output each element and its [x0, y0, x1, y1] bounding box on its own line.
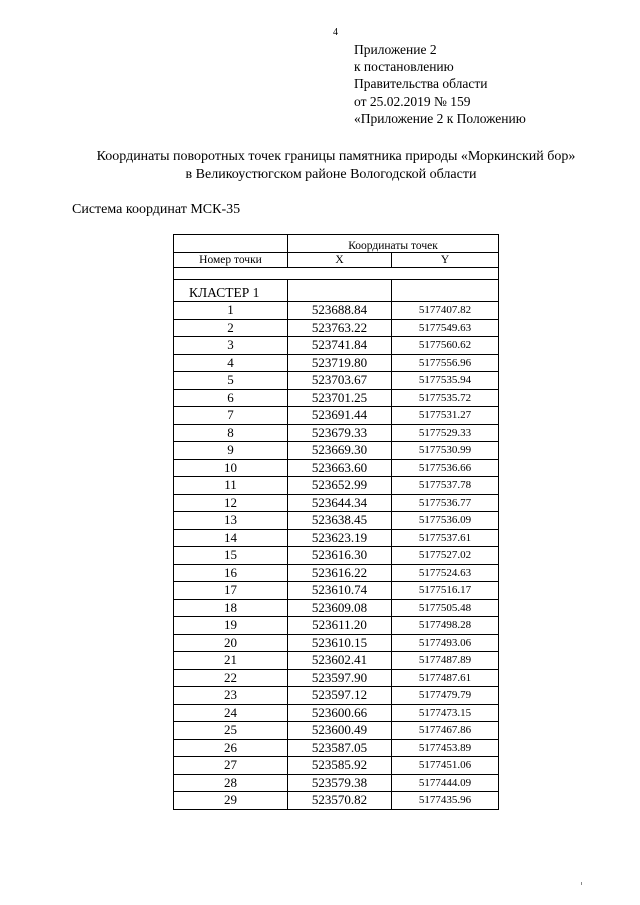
table-row [174, 529, 499, 547]
point-number-cell: 1 [174, 302, 288, 320]
title-line-2: в Великоустюгском районе Вологодской области [185, 167, 477, 182]
y-coordinate-cell: 5177537.61 [392, 529, 499, 547]
y-coordinate-cell: 5177536.77 [392, 494, 499, 512]
point-number-cell: 12 [174, 494, 288, 512]
x-coordinate-cell: 523616.22 [288, 564, 392, 582]
point-number-cell: 21 [174, 652, 288, 670]
table-row [174, 704, 499, 722]
point-number-cell: 19 [174, 617, 288, 635]
point-number-cell: 17 [174, 582, 288, 600]
appendix-header [354, 41, 526, 127]
x-coordinate-cell: 523579.38 [288, 774, 392, 792]
point-number-cell: 4 [174, 354, 288, 372]
cluster-row [174, 280, 499, 302]
x-coordinate-cell: 523763.22 [288, 319, 392, 337]
x-coordinate-cell: 523585.92 [288, 757, 392, 775]
y-coordinate-cell: 5177493.06 [392, 634, 499, 652]
x-coordinate-cell: 523609.08 [288, 599, 392, 617]
y-coordinate-cell: 5177529.33 [392, 424, 499, 442]
point-number-cell: 3 [174, 337, 288, 355]
header-coordinates: Координаты точек [288, 235, 499, 253]
y-coordinate-cell: 5177527.02 [392, 547, 499, 565]
table-row [174, 774, 499, 792]
table-row [174, 337, 499, 355]
appendix-line: Приложение 2 [354, 42, 437, 57]
table-row [174, 547, 499, 565]
table-row [174, 652, 499, 670]
point-number-cell: 7 [174, 407, 288, 425]
x-coordinate-cell: 523691.44 [288, 407, 392, 425]
y-coordinate-cell: 5177537.78 [392, 477, 499, 495]
point-number-cell: 16 [174, 564, 288, 582]
table-row [174, 424, 499, 442]
y-coordinate-cell: 5177487.61 [392, 669, 499, 687]
point-number-cell: 5 [174, 372, 288, 390]
y-coordinate-cell: 5177531.27 [392, 407, 499, 425]
table-subheader-row [174, 253, 499, 268]
title-line-1: Координаты поворотных точек границы памятника природы «Моркинский бор» [96, 149, 576, 164]
table-row [174, 757, 499, 775]
y-coordinate-cell: 5177530.99 [392, 442, 499, 460]
x-coordinate-cell: 523679.33 [288, 424, 392, 442]
point-number-cell: 15 [174, 547, 288, 565]
coordinate-system-label: Система координат МСК-35 [72, 202, 241, 217]
table-row [174, 407, 499, 425]
y-coordinate-cell: 5177451.06 [392, 757, 499, 775]
x-coordinate-cell: 523570.82 [288, 792, 392, 810]
x-coordinate-cell: 523669.30 [288, 442, 392, 460]
cluster-empty-cell [288, 280, 392, 302]
table-row [174, 477, 499, 495]
point-number-cell: 18 [174, 599, 288, 617]
table-row [174, 512, 499, 530]
table-header-row [174, 235, 499, 253]
y-coordinate-cell: 5177435.96 [392, 792, 499, 810]
table-spacer-row [174, 268, 499, 280]
header-point-number: Номер точки [174, 253, 288, 268]
appendix-line: от 25.02.2019 № 159 [354, 93, 471, 109]
header-empty-cell [174, 235, 288, 253]
y-coordinate-cell: 5177479.79 [392, 687, 499, 705]
y-coordinate-cell: 5177444.09 [392, 774, 499, 792]
y-coordinate-cell: 5177549.63 [392, 319, 499, 337]
y-coordinate-cell: 5177516.17 [392, 582, 499, 600]
coordinates-table [173, 234, 499, 810]
table-row [174, 669, 499, 687]
table-row [174, 319, 499, 337]
point-number-cell: 10 [174, 459, 288, 477]
table-row [174, 634, 499, 652]
appendix-line: Правительства области [354, 76, 488, 92]
y-coordinate-cell: 5177453.89 [392, 739, 499, 757]
y-coordinate-cell: 5177467.86 [392, 722, 499, 740]
appendix-line: к постановлению [354, 59, 454, 75]
page-mark [581, 882, 582, 885]
point-number-cell: 26 [174, 739, 288, 757]
x-coordinate-cell: 523623.19 [288, 529, 392, 547]
x-coordinate-cell: 523610.74 [288, 582, 392, 600]
y-coordinate-cell: 5177524.63 [392, 564, 499, 582]
y-coordinate-cell: 5177407.82 [392, 302, 499, 320]
y-coordinate-cell: 5177536.66 [392, 459, 499, 477]
table-row [174, 722, 499, 740]
point-number-cell: 13 [174, 512, 288, 530]
appendix-line: «Приложение 2 к Положению [354, 110, 526, 126]
page-number: 4 [333, 27, 338, 38]
x-coordinate-cell: 523587.05 [288, 739, 392, 757]
x-coordinate-cell: 523602.41 [288, 652, 392, 670]
cluster-label: КЛАСТЕР 1 [174, 280, 288, 302]
x-coordinate-cell: 523600.66 [288, 704, 392, 722]
point-number-cell: 23 [174, 687, 288, 705]
y-coordinate-cell: 5177535.72 [392, 389, 499, 407]
point-number-cell: 28 [174, 774, 288, 792]
point-number-cell: 2 [174, 319, 288, 337]
x-coordinate-cell: 523611.20 [288, 617, 392, 635]
table-row [174, 564, 499, 582]
table-row [174, 687, 499, 705]
point-number-cell: 9 [174, 442, 288, 460]
point-number-cell: 20 [174, 634, 288, 652]
table-row [174, 599, 499, 617]
y-coordinate-cell: 5177505.48 [392, 599, 499, 617]
table-row [174, 494, 499, 512]
x-coordinate-cell: 523701.25 [288, 389, 392, 407]
table-row [174, 459, 499, 477]
x-coordinate-cell: 523638.45 [288, 512, 392, 530]
x-coordinate-cell: 523600.49 [288, 722, 392, 740]
y-coordinate-cell: 5177487.89 [392, 652, 499, 670]
x-coordinate-cell: 523703.67 [288, 372, 392, 390]
x-coordinate-cell: 523597.90 [288, 669, 392, 687]
table-row [174, 739, 499, 757]
x-coordinate-cell: 523597.12 [288, 687, 392, 705]
table-row [174, 617, 499, 635]
x-coordinate-cell: 523663.60 [288, 459, 392, 477]
x-coordinate-cell: 523616.30 [288, 547, 392, 565]
spacer-cell [174, 268, 499, 280]
point-number-cell: 29 [174, 792, 288, 810]
x-coordinate-cell: 523719.80 [288, 354, 392, 372]
cluster-empty-cell [392, 280, 499, 302]
y-coordinate-cell: 5177535.94 [392, 372, 499, 390]
table-row [174, 442, 499, 460]
y-coordinate-cell: 5177556.96 [392, 354, 499, 372]
point-number-cell: 22 [174, 669, 288, 687]
y-coordinate-cell: 5177536.09 [392, 512, 499, 530]
table-row [174, 372, 499, 390]
x-coordinate-cell: 523741.84 [288, 337, 392, 355]
x-coordinate-cell: 523644.34 [288, 494, 392, 512]
table-row [174, 354, 499, 372]
document-title [0, 148, 640, 184]
x-coordinate-cell: 523652.99 [288, 477, 392, 495]
y-coordinate-cell: 5177498.28 [392, 617, 499, 635]
header-y: Y [392, 253, 499, 268]
point-number-cell: 24 [174, 704, 288, 722]
table-row [174, 302, 499, 320]
point-number-cell: 14 [174, 529, 288, 547]
y-coordinate-cell: 5177560.62 [392, 337, 499, 355]
y-coordinate-cell: 5177473.15 [392, 704, 499, 722]
point-number-cell: 11 [174, 477, 288, 495]
point-number-cell: 6 [174, 389, 288, 407]
point-number-cell: 25 [174, 722, 288, 740]
point-number-cell: 8 [174, 424, 288, 442]
table-row [174, 792, 499, 810]
point-number-cell: 27 [174, 757, 288, 775]
x-coordinate-cell: 523688.84 [288, 302, 392, 320]
table-row [174, 389, 499, 407]
header-x: X [288, 253, 392, 268]
table-row [174, 582, 499, 600]
x-coordinate-cell: 523610.15 [288, 634, 392, 652]
